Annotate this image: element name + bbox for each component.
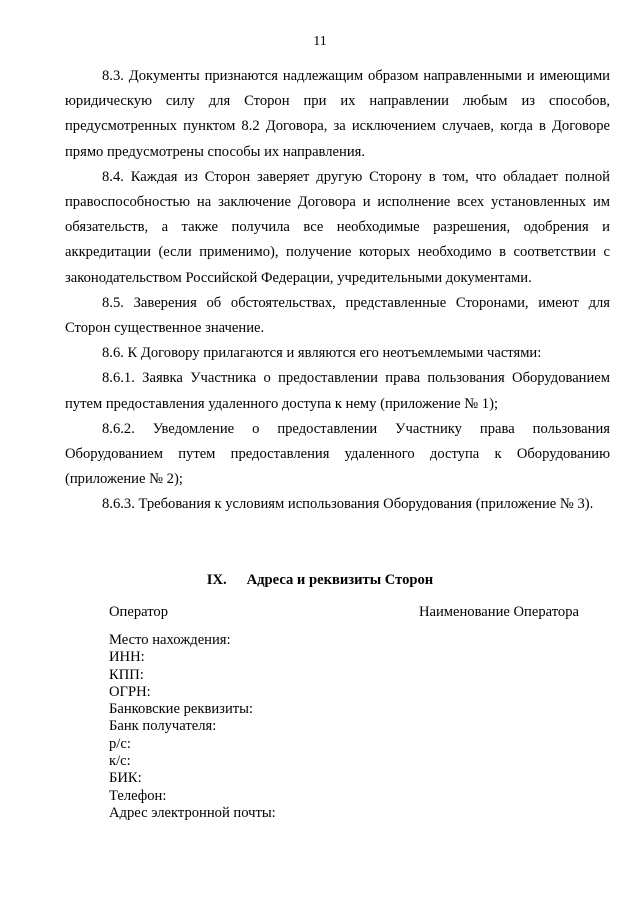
- page-number: 11: [313, 34, 327, 49]
- section-number: IX.: [206, 572, 227, 588]
- section-heading: [0, 571, 640, 589]
- paragraph-8-6-2: 8.6.2. Уведомление о предоставлении Участнику права пользования Оборудованием путем предоставления удаленного доступа к Оборудованию (приложение № 2);: [65, 420, 610, 488]
- requisite-bik: БИК:: [109, 770, 142, 787]
- paragraph-8-5: 8.5. Заверения об обстоятельствах, представленные Сторонами, имеют для Сторон существенное значение.: [65, 294, 610, 337]
- paragraph-8-6-3: 8.6.3. Требования к условиям использования Оборудования (приложение № 3).: [102, 496, 594, 513]
- paragraph-8-4: 8.4. Каждая из Сторон заверяет другую Сторону в том, что обладает полной правоспособностью на заключение Договора и исполнение всех установленных им обязательств, а также получила все необходимые разрешения, одобрения и аккредитации (если применимо), получение которых необходимо в соответствии с законодательством Российской Федерации, учредительными документами.: [65, 168, 610, 286]
- requisite-bank-details: Банковские реквизиты:: [109, 701, 253, 718]
- requisite-correspondent-account: к/с:: [109, 753, 131, 770]
- requisite-recipient-bank: Банк получателя:: [109, 718, 217, 735]
- requisite-phone: Телефон:: [109, 787, 167, 804]
- section-title: Адреса и реквизиты Сторон: [246, 572, 434, 588]
- requisite-ogrn: ОГРН:: [109, 683, 151, 700]
- paragraph-8-6: 8.6. К Договору прилагаются и являются его неотъемлемыми частями:: [102, 345, 542, 362]
- requisite-kpp: КПП:: [109, 666, 144, 683]
- requisite-inn: ИНН:: [109, 649, 145, 666]
- document-body: [65, 64, 610, 518]
- requisites-list: [109, 632, 276, 822]
- requisite-settlement-account: р/с:: [109, 735, 131, 752]
- paragraph-8-3: 8.3. Документы признаются надлежащим образом направленными и имеющими юридическую силу для Сторон при их направлении любым из способов, предусмотренных пунктом 8.2 Договора, за исключением случаев, когда в Договоре прямо предусмотрены способы их направления.: [65, 68, 610, 160]
- requisite-location: Место нахождения:: [109, 632, 231, 648]
- paragraph-8-6-1: 8.6.1. Заявка Участника о предоставлении права пользования Оборудованием путем предоставления удаленного доступа к нему (приложение № 1);: [65, 370, 610, 412]
- requisite-email: Адрес электронной почты:: [109, 804, 276, 821]
- party-operator-label: Оператор: [109, 604, 169, 620]
- party-operator-name: Наименование Оператора: [418, 604, 579, 620]
